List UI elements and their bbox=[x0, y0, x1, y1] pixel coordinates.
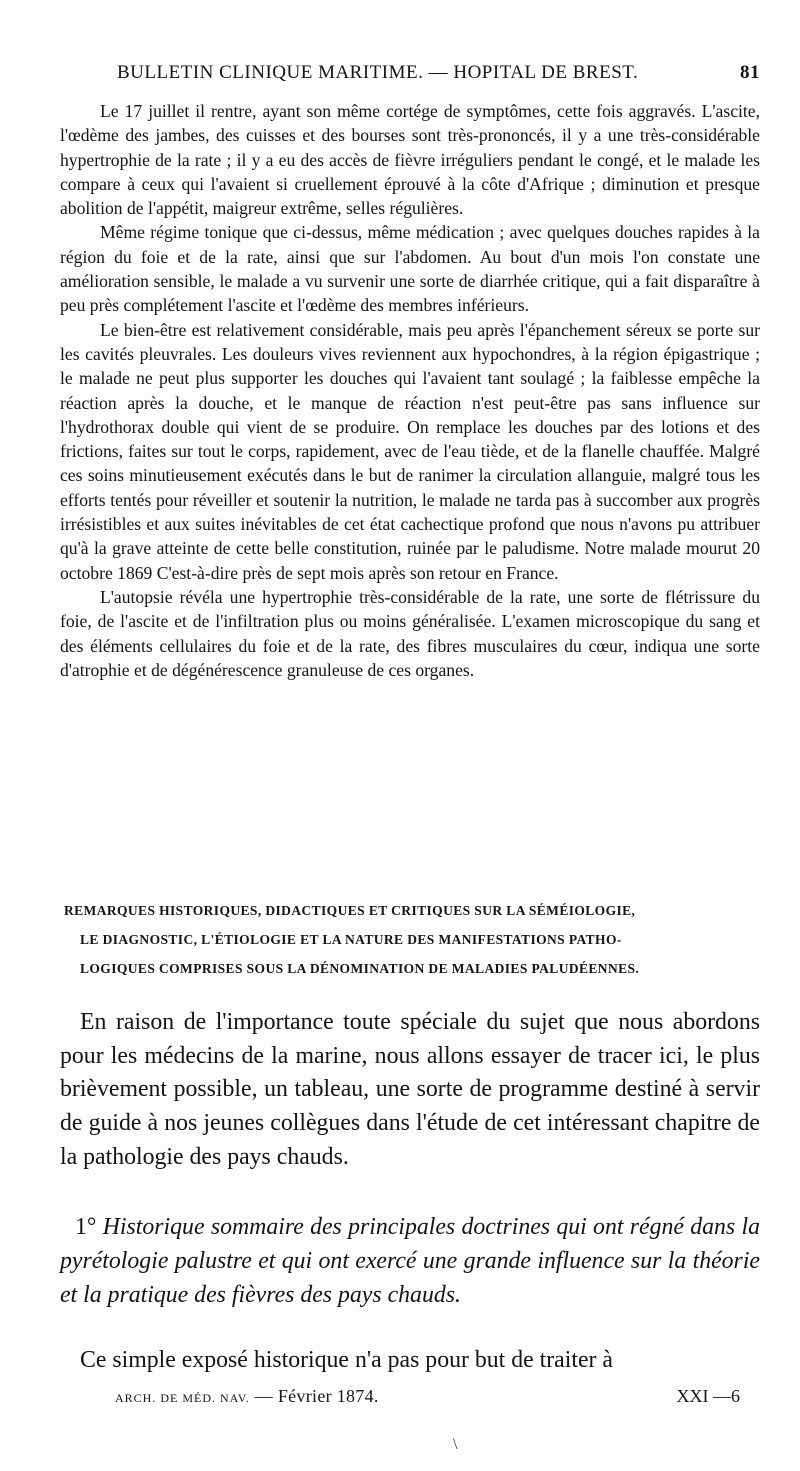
page-number: 81 bbox=[740, 62, 760, 83]
section-heading-line-2: LE DIAGNOSTIC, L'ÉTIOLOGIE ET LA NATURE DES MANIFESTATIONS PATHO- bbox=[80, 932, 622, 947]
subsection bbox=[60, 1210, 760, 1312]
footer-signature: XXI —6 bbox=[676, 1386, 740, 1406]
footer-citation bbox=[115, 1386, 379, 1407]
case-report-text bbox=[60, 99, 760, 682]
running-title: BULLETIN CLINIQUE MARITIME. — HOPITAL DE BREST. bbox=[117, 62, 639, 83]
continuation-line: Ce simple exposé historique n'a pas pour but de traiter à bbox=[80, 1347, 613, 1373]
footer-date: — Février 1874. bbox=[254, 1386, 379, 1406]
subsection-title-block bbox=[60, 1210, 760, 1312]
continuation-text bbox=[60, 1343, 760, 1377]
intro-text bbox=[60, 1006, 760, 1175]
subsection-number: 1° bbox=[75, 1214, 97, 1240]
section-heading bbox=[60, 896, 760, 983]
running-header bbox=[60, 62, 760, 92]
footer-journal: ARCH. DE MÉD. NAV. bbox=[115, 1391, 250, 1405]
page-footer bbox=[60, 1386, 760, 1414]
subsection-title: Historique sommaire des principales doctrines qui ont régné dans la pyrétologie palustre et qui ont exercé une grande influence sur la théorie et la pratique des fièvres des pays chauds. bbox=[60, 1214, 760, 1308]
paragraph-2: Même régime tonique que ci-dessus, même médication ; avec quelques douches rapides à la région du foie et de la rate, ainsi que sur l'abdomen. Au bout d'un mois l'on constate une amélioration sensible, le malade a vu survenir une sorte de diarrhée critique, qui a fait disparaître à peu près complétement l'ascite et l'œdème des membres inférieurs. bbox=[60, 222, 760, 316]
intro-paragraph: En raison de l'importance toute spéciale du sujet que nous abordons pour les médecins de la marine, nous allons essayer de tracer ici, le plus brièvement possible, un tableau, une sorte de programme destiné à servir de guide à nos jeunes collègues dans l'étude de cet intéressant chapitre de la pathologie des pays chauds. bbox=[60, 1009, 760, 1170]
section-heading-line-3: LOGIQUES COMPRISES SOUS LA DÉNOMINATION DE MALADIES PALUDÉENNES. bbox=[80, 961, 640, 976]
paragraph-1: Le 17 juillet il rentre, ayant son même cortége de symptômes, cette fois aggravés. L'ascite, l'œdème des jambes, des cuisses et des bourses sont très-prononcés, il y a une très-considérable hypertrophie de la rate ; il y a eu des accès de fièvre irréguliers pendant le congé, et le malade les compare à ceux qui l'avaient si cruellement éprouvé à la côte d'Afrique ; diminution et presque abolition de l'appétit, maigreur extrême, selles régulières. bbox=[60, 101, 760, 219]
paragraph-4: L'autopsie révéla une hypertrophie très-considérable de la rate, une sorte de flétrissure du foie, de l'ascite et de l'infiltration plus ou moins généralisée. L'examen microscopique du sang et des éléments cellulaires du foie et de la rate, des fibres musculaires du cœur, indiqua une sorte d'atrophie et de dégénérescence granuleuse de ces organes. bbox=[60, 586, 760, 680]
stray-mark: \ bbox=[453, 1436, 458, 1453]
section-heading-line-1: REMARQUES HISTORIQUES, DIDACTIQUES ET CRITIQUES SUR LA SÉMÉIOLOGIE, bbox=[64, 903, 636, 918]
paragraph-3: Le bien-être est relativement considérable, mais peu après l'épanchement séreux se porte sur les cavités pleuvrales. Les douleurs vives reviennent aux hypochondres, à la région épigastrique ; le malade ne peut plus supporter les douches qui l'avaient tant soulagé ; la faiblesse empêche la réaction après la douche, et le manque de réaction n'est peut-être pas sans influence sur l'hydrothorax double qui vient de se produire. On remplace les douches par des lotions et des frictions, faites sur tout le corps, rapidement, avec de l'eau tiède, et de la flanelle chauffée. Malgré ces soins minutieusement exécutés dans le but de ranimer la circulation allanguie, malgré tous les efforts tentés pour réveiller et soutenir la nutrition, le malade ne tarda pas à succomber aux progrès irrésistibles et aux suites inévitables de cet état cachectique profond que nous n'avons pu attribuer qu'à la grave atteinte de cette belle constitution, ruinée par le paludisme. Notre malade mourut 20 octobre 1869 C'est-à-dire près de sept mois après son retour en France. bbox=[60, 319, 760, 583]
